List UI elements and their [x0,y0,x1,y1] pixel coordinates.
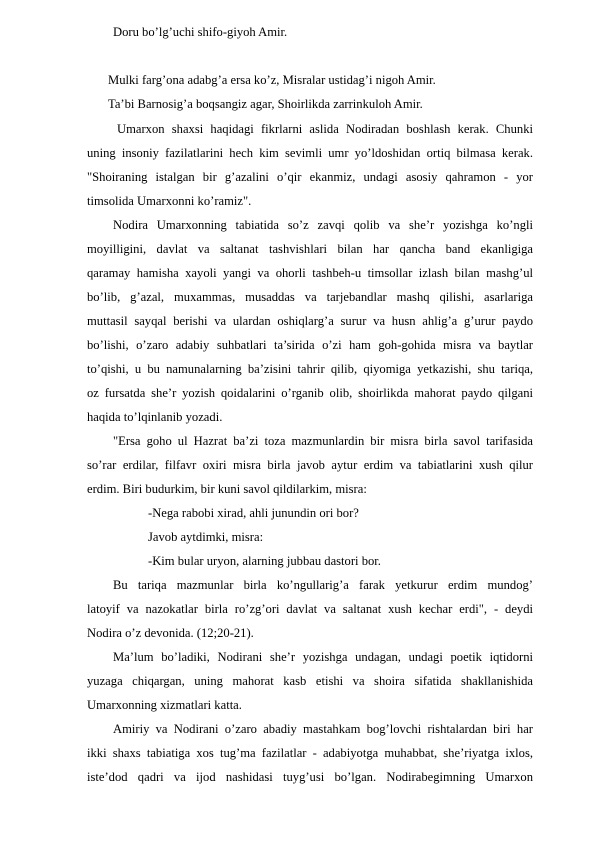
paragraph-5-line-2: yuzaga chiqargan, uning mahorat kasb etishi va shoira sifatida shakllanishida [87,674,533,688]
verse-line-3: Ta’bi Barnosig’a boqsangiz agar, Shoirlikda zarrinkuloh Amir. [108,97,423,111]
paragraph-5-last-line: Umarxonning xizmatlari katta. [87,698,242,712]
paragraph-2-line-7: to’qishi, u bu namunalarning ba’zisini tahrir qilib, qiyomiga yetkazishi, shu tariqa, [87,362,533,376]
dialogue-line-3: -Kim bular uryon, alarning jubbau dastori bor. [148,554,381,568]
verse-line-2: Mulki farg’ona adabg’a ersa ko’z, Misralar ustidag’i nigoh Amir. [108,73,436,87]
paragraph-4-last-line: Nodira o’z devonida. (12;20-21). [87,626,254,640]
paragraph-1-line-1: Umarxon shaxsi haqidagi fikrlarni aslida Nodiradan boshlash kerak. Chunki [117,122,533,136]
verse-line-1: Doru bo’lg’uchi shifo-giyoh Amir. [113,25,288,39]
dialogue-line-1: -Nega rabobi xirad, ahli junundin ori bor? [148,506,359,520]
paragraph-1-last-line: timsolida Umarxonni ko’ramiz". [87,194,252,208]
paragraph-2-line-3: qaramay hamisha xayoli yangi va ohorli tashbeh-u timsollar izlash bilan mashg’ul [87,266,533,280]
paragraph-2-line-6: bo’lishi, o’zaro adabiy suhbatlari ta’sirida o’zi ham goh-gohida misra va baytlar [87,338,533,352]
paragraph-3-last-line: erdim. Biri budurkim, bir kuni savol qildilarkim, misra: [87,482,367,496]
paragraph-6-line-1: Amiriy va Nodirani o’zaro abadiy mastahkam bog’lovchi rishtalardan biri har [113,722,533,736]
paragraph-1-line-3: "Shoiraning istalgan bir g’azalini o’qir ekanmiz, undagi asosiy qahramon - yor [87,170,533,184]
dialogue-line-2: Javob aytdimki, misra: [148,530,264,544]
paragraph-6-line-3: iste’dod qadri va ijod nashidasi tuyg’usi bo’lgan. Nodirabegimning Umarxon [87,770,533,784]
paragraph-3-line-2: so’rar erdilar, filfavr oxiri misra birla javob aytur erdim va tabiatlarini xush qilur [87,458,533,472]
paragraph-4-line-1: Bu tariqa mazmunlar birla ko’ngullarig’a farak yetkurur erdim mundog’ [113,578,533,592]
paragraph-2-line-8: oz fursatda she’r yozish qoidalarini o’rganib olib, shoirlikda mahorat paydo qilgani [87,386,533,400]
paragraph-4-line-2: latoyif va nazokatlar birla ro’zg’ori davlat va saltanat xush kechar erdi", - deydi [87,602,533,616]
paragraph-2-line-5: muttasil sayqal berishi va ulardan oshiqlarg’a surur va husn ahlig’a g’urur paydo [87,314,533,328]
paragraph-1-line-2: uning insoniy fazilatlarini hech kim sevimli umr yo’ldoshidan ortiq bilmasa kerak. [87,146,533,160]
paragraph-6-line-2: ikki shaxs tabiatiga xos tug’ma fazilatlar - adabiyotga muhabbat, she’riyatga ixlos, [87,746,533,760]
paragraph-2-line-2: moyilligini, davlat va saltanat tashvishlari bilan har qancha band ekanligiga [87,242,533,256]
paragraph-2-last-line: haqida to’lqinlanib yozadi. [87,410,223,424]
paragraph-3-line-1: "Ersa goho ul Hazrat ba’zi toza mazmunlardin bir misra birla savol tarifasida [113,434,533,448]
paragraph-2-line-1: Nodira Umarxonning tabiatida so’z zavqi qolib va she’r yozishga ko’ngli [113,218,533,232]
paragraph-5-line-1: Ma’lum bo’ladiki, Nodirani she’r yozishga undagan, undagi poetik iqtidorni [113,650,533,664]
paragraph-2-line-4: bo’lib, g’azal, muxammas, musaddas va tarjebandlar mashq qilishi, asarlariga [87,290,533,304]
